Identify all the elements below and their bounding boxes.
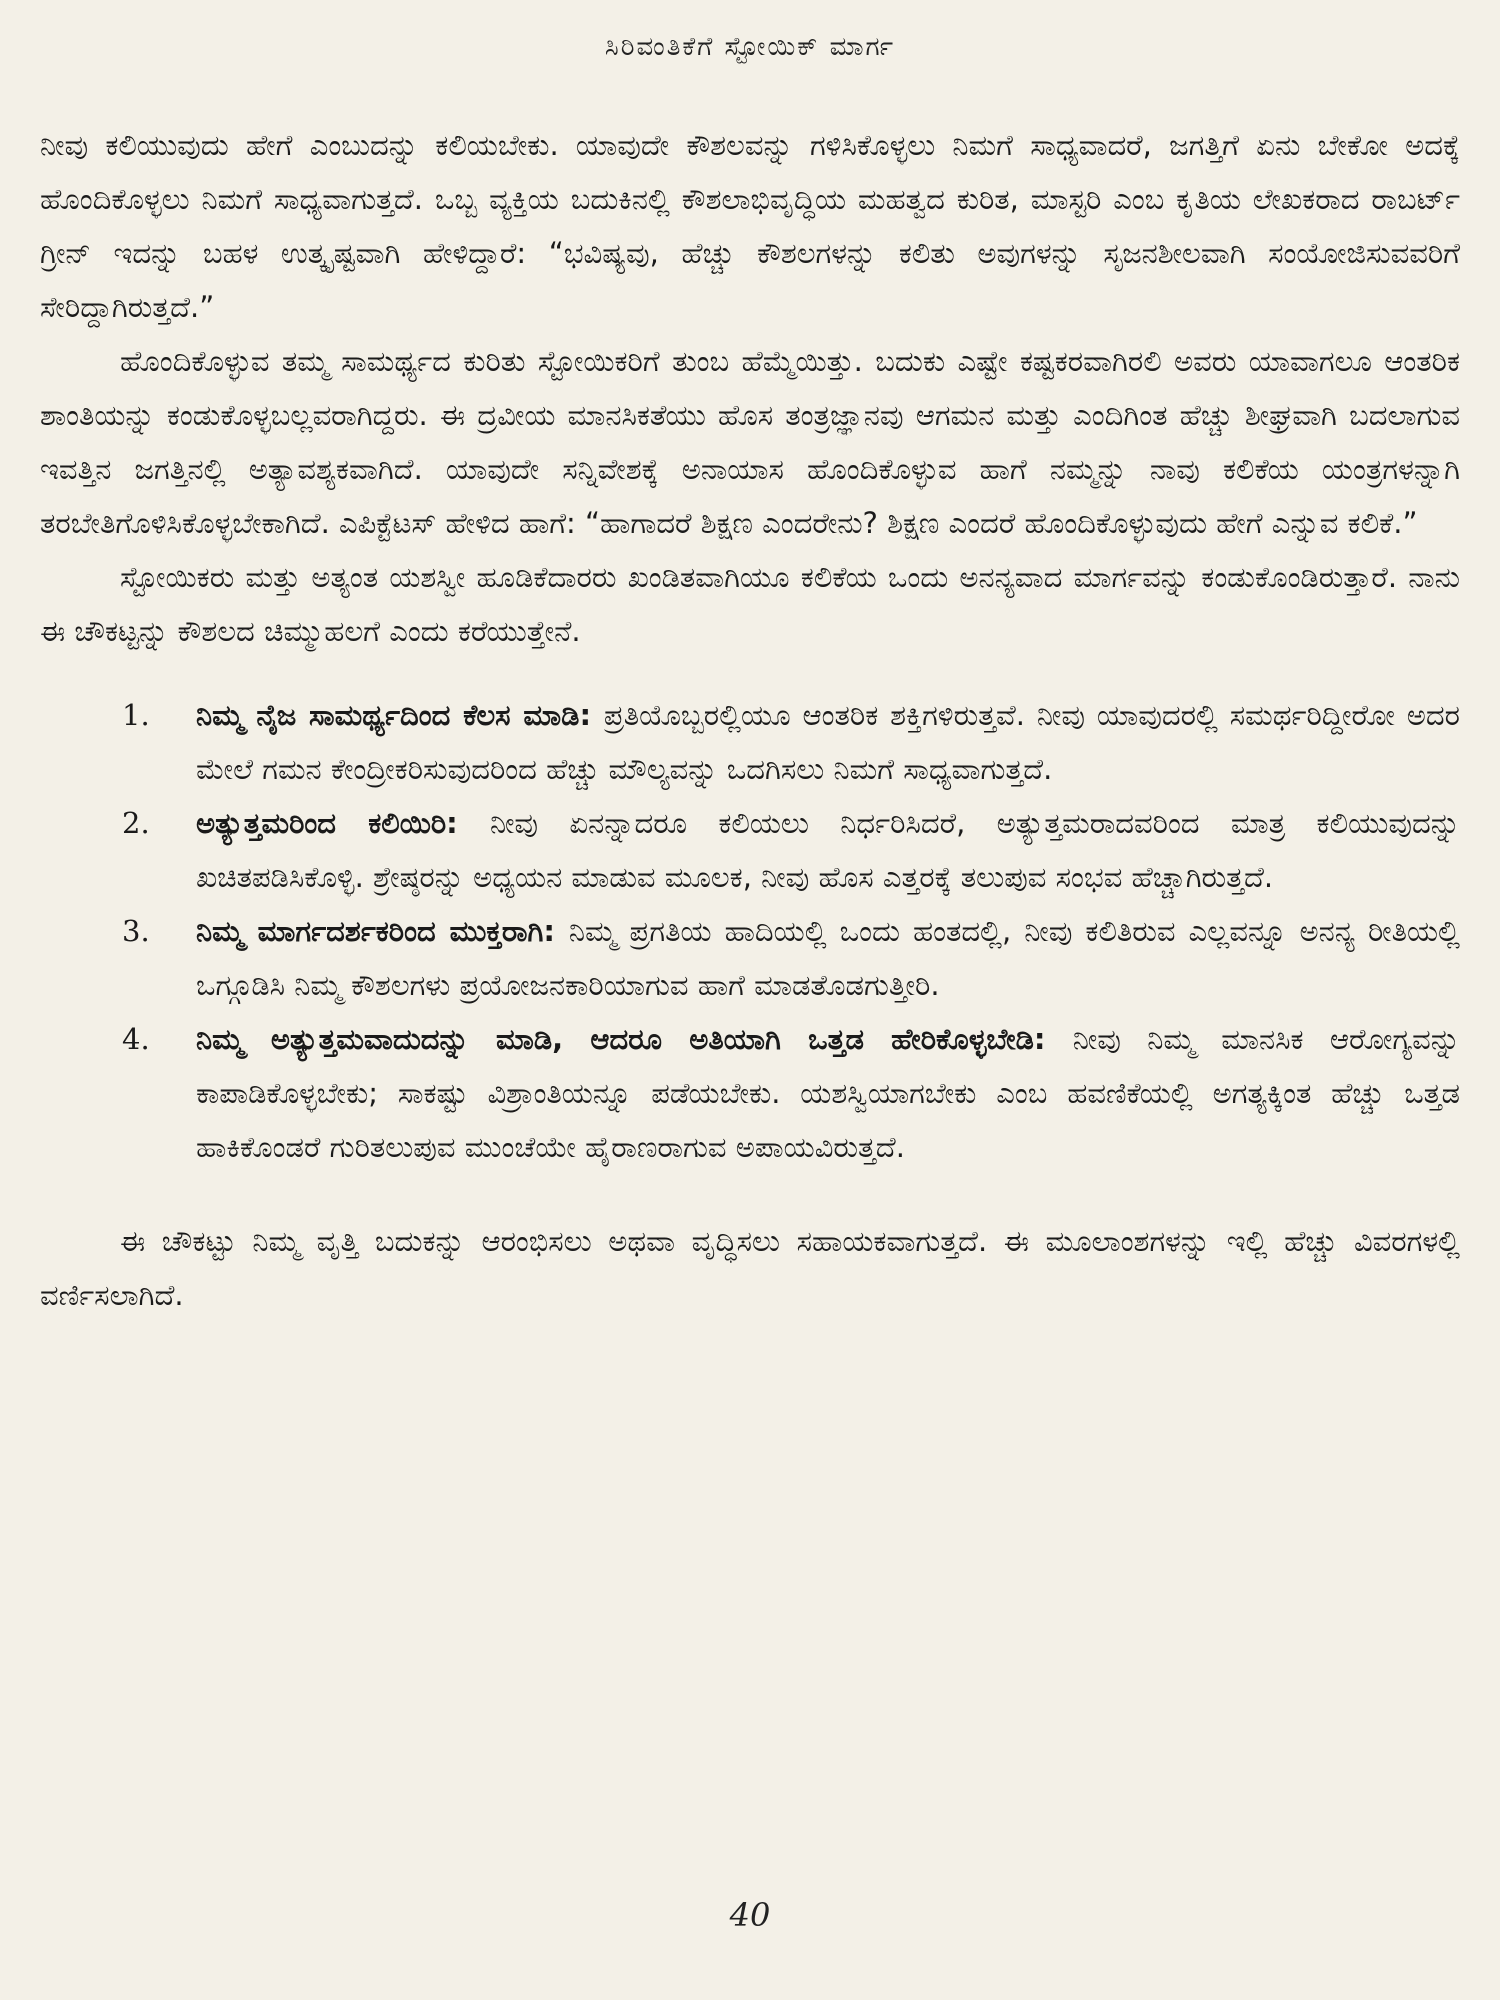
list-item: [40, 796, 1460, 904]
list-item-number: 1.: [122, 698, 150, 732]
paragraph-2: ಹೊಂದಿಕೊಳ್ಳುವ ತಮ್ಮ ಸಾಮರ್ಥ್ಯದ ಕುರಿತು ಸ್ಟೋಯಿಕರಿಗೆ ತುಂಬ ಹೆಮ್ಮೆಯಿತ್ತು. ಬದುಕು ಎಷ್ಟೇ ಕಷ್ಟಕರವಾಗಿರಲಿ ಅವರು ಯಾವಾಗಲೂ ಆಂತರಿಕ ಶಾಂತಿಯನ್ನು ಕಂಡುಕೊಳ್ಳಬಲ್ಲವರಾಗಿದ್ದರು. ಈ ದ್ರವೀಯ ಮಾನಸಿಕತೆಯು ಹೊಸ ತಂತ್ರಜ್ಞಾನವು ಆಗಮನ ಮತ್ತು ಎಂದಿಗಿಂತ ಹೆಚ್ಚು ಶೀಘ್ರವಾಗಿ ಬದಲಾಗುವ ಇವತ್ತಿನ ಜಗತ್ತಿನಲ್ಲಿ ಅತ್ಯಾವಶ್ಯಕವಾಗಿದೆ. ಯಾವುದೇ ಸನ್ನಿವೇಶಕ್ಕೆ ಅನಾಯಾಸ ಹೊಂದಿಕೊಳ್ಳುವ ಹಾಗೆ ನಮ್ಮನ್ನು ನಾವು ಕಲಿಕೆಯ ಯಂತ್ರಗಳನ್ನಾಗಿ ತರಬೇತಿಗೊಳಿಸಿಕೊಳ್ಳಬೇಕಾಗಿದೆ. ಎಪಿಕ್ಟೆಟಸ್ ಹೇಳಿದ ಹಾಗೆ: “ಹಾಗಾದರೆ ಶಿಕ್ಷಣ ಎಂದರೇನು? ಶಿಕ್ಷಣ ಎಂದರೆ ಹೊಂದಿಕೊಳ್ಳುವುದು ಹೇಗೆ ಎನ್ನುವ ಕಲಿಕೆ.”: [40, 344, 1460, 540]
list-item-heading: ನಿಮ್ಮ ಮಾರ್ಗದರ್ಶಕರಿಂದ ಮುಕ್ತರಾಗಿ:: [196, 914, 569, 948]
paragraph-1: ನೀವು ಕಲಿಯುವುದು ಹೇಗೆ ಎಂಬುದನ್ನು ಕಲಿಯಬೇಕು. ಯಾವುದೇ ಕೌಶಲವನ್ನು ಗಳಿಸಿಕೊಳ್ಳಲು ನಿಮಗೆ ಸಾಧ್ಯವಾದರೆ, ಜಗತ್ತಿಗೆ ಏನು ಬೇಕೋ ಅದಕ್ಕೆ ಹೊಂದಿಕೊಳ್ಳಲು ನಿಮಗೆ ಸಾಧ್ಯವಾಗುತ್ತದೆ. ಒಬ್ಬ ವ್ಯಕ್ತಿಯ ಬದುಕಿನಲ್ಲಿ ಕೌಶಲಾಭಿವೃದ್ಧಿಯ ಮಹತ್ವದ ಕುರಿತ, ಮಾಸ್ಟರಿ ಎಂಬ ಕೃತಿಯ ಲೇಖಕರಾದ ರಾಬರ್ಟ್ ಗ್ರೀನ್ ಇದನ್ನು ಬಹಳ ಉತ್ಕೃಷ್ಟವಾಗಿ ಹೇಳಿದ್ದಾರೆ: “ಭವಿಷ್ಯವು, ಹೆಚ್ಚು ಕೌಶಲಗಳನ್ನು ಕಲಿತು ಅವುಗಳನ್ನು ಸೃಜನಶೀಲವಾಗಿ ಸಂಯೋಜಿಸುವವರಿಗೆ ಸೇರಿದ್ದಾಗಿರುತ್ತದೆ.”: [40, 128, 1460, 324]
list-item-number: 4.: [122, 1022, 150, 1056]
list-item-number: 3.: [122, 914, 150, 948]
list-item-heading: ನಿಮ್ಮ ನೈಜ ಸಾಮರ್ಥ್ಯದಿಂದ ಕೆಲಸ ಮಾಡಿ:: [196, 698, 604, 732]
running-header: ಸಿರಿವಂತಿಕೆಗೆ ಸ್ಟೋಯಿಕ್ ಮಾರ್ಗ: [604, 32, 896, 62]
numbered-list: [40, 688, 1460, 1174]
list-item-text: ನಿಮ್ಮ ಪ್ರಗತಿಯ ಹಾದಿಯಲ್ಲಿ ಒಂದು ಹಂತದಲ್ಲಿ, ನೀವು ಕಲಿತಿರುವ ಎಲ್ಲವನ್ನೂ ಅನನ್ಯ ರೀತಿಯಲ್ಲಿ ಒಗ್ಗೂಡಿಸಿ ನಿಮ್ಮ ಕೌಶಲಗಳು ಪ್ರಯೋಜನಕಾರಿಯಾಗುವ ಹಾಗೆ ಮಾಡತೊಡಗುತ್ತೀರಿ.: [196, 914, 1460, 1002]
body-text: [40, 118, 1460, 1322]
list-item: [40, 1012, 1460, 1174]
list-item-number: 2.: [122, 806, 150, 840]
list-item-text: ನೀವು ಏನನ್ನಾದರೂ ಕಲಿಯಲು ನಿರ್ಧರಿಸಿದರೆ, ಅತ್ಯುತ್ತಮರಾದವರಿಂದ ಮಾತ್ರ ಕಲಿಯುವುದನ್ನು ಖಚಿತಪಡಿಸಿಕೊಳ್ಳಿ. ಶ್ರೇಷ್ಠರನ್ನು ಅಧ್ಯಯನ ಮಾಡುವ ಮೂಲಕ, ನೀವು ಹೊಸ ಎತ್ತರಕ್ಕೆ ತಲುಪುವ ಸಂಭವ ಹೆಚ್ಚಾಗಿರುತ್ತದೆ.: [196, 806, 1460, 894]
list-item: [40, 688, 1460, 796]
list-item: [40, 904, 1460, 1012]
list-item-text: ಪ್ರತಿಯೊಬ್ಬರಲ್ಲಿಯೂ ಆಂತರಿಕ ಶಕ್ತಿಗಳಿರುತ್ತವೆ. ನೀವು ಯಾವುದರಲ್ಲಿ ಸಮರ್ಥರಿದ್ದೀರೋ ಅದರ ಮೇಲೆ ಗಮನ ಕೇಂದ್ರೀಕರಿಸುವುದರಿಂದ ಹೆಚ್ಚು ಮೌಲ್ಯವನ್ನು ಒದಗಿಸಲು ನಿಮಗೆ ಸಾಧ್ಯವಾಗುತ್ತದೆ.: [196, 698, 1460, 786]
list-item-heading: ಅತ್ಯುತ್ತಮರಿಂದ ಕಲಿಯಿರಿ:: [196, 806, 490, 840]
list-item-heading: ನಿಮ್ಮ ಅತ್ಯುತ್ತಮವಾದುದನ್ನು ಮಾಡಿ, ಆದರೂ ಅತಿಯಾಗಿ ಒತ್ತಡ ಹೇರಿಕೊಳ್ಳಬೇಡಿ:: [196, 1022, 1073, 1056]
closing-paragraph: ಈ ಚೌಕಟ್ಟು ನಿಮ್ಮ ವೃತ್ತಿ ಬದುಕನ್ನು ಆರಂಭಿಸಲು ಅಥವಾ ವೃದ್ಧಿಸಲು ಸಹಾಯಕವಾಗುತ್ತದೆ. ಈ ಮೂಲಾಂಶಗಳನ್ನು ಇಲ್ಲಿ ಹೆಚ್ಚು ವಿವರಗಳಲ್ಲಿ ವರ್ಣಿಸಲಾಗಿದೆ.: [40, 1224, 1460, 1312]
list-item-text: ನೀವು ನಿಮ್ಮ ಮಾನಸಿಕ ಆರೋಗ್ಯವನ್ನು ಕಾಪಾಡಿಕೊಳ್ಳಬೇಕು; ಸಾಕಷ್ಟು ವಿಶ್ರಾಂತಿಯನ್ನೂ ಪಡೆಯಬೇಕು. ಯಶಸ್ವಿಯಾಗಬೇಕು ಎಂಬ ಹವಣಿಕೆಯಲ್ಲಿ ಅಗತ್ಯಕ್ಕಿಂತ ಹೆಚ್ಚು ಒತ್ತಡ ಹಾಕಿಕೊಂಡರೆ ಗುರಿತಲುಪುವ ಮುಂಚೆಯೇ ಹೈರಾಣರಾಗುವ ಅಪಾಯವಿರುತ್ತದೆ.: [196, 1022, 1460, 1164]
page-number: 40: [729, 1896, 771, 1934]
paragraph-3: ಸ್ಟೋಯಿಕರು ಮತ್ತು ಅತ್ಯಂತ ಯಶಸ್ವೀ ಹೂಡಿಕೆದಾರರು ಖಂಡಿತವಾಗಿಯೂ ಕಲಿಕೆಯ ಒಂದು ಅನನ್ಯವಾದ ಮಾರ್ಗವನ್ನು ಕಂಡುಕೊಂಡಿರುತ್ತಾರೆ. ನಾನು ಈ ಚೌಕಟ್ಟನ್ನು ಕೌಶಲದ ಚಿಮ್ಮುಹಲಗೆ ಎಂದು ಕರೆಯುತ್ತೇನೆ.: [40, 560, 1460, 648]
